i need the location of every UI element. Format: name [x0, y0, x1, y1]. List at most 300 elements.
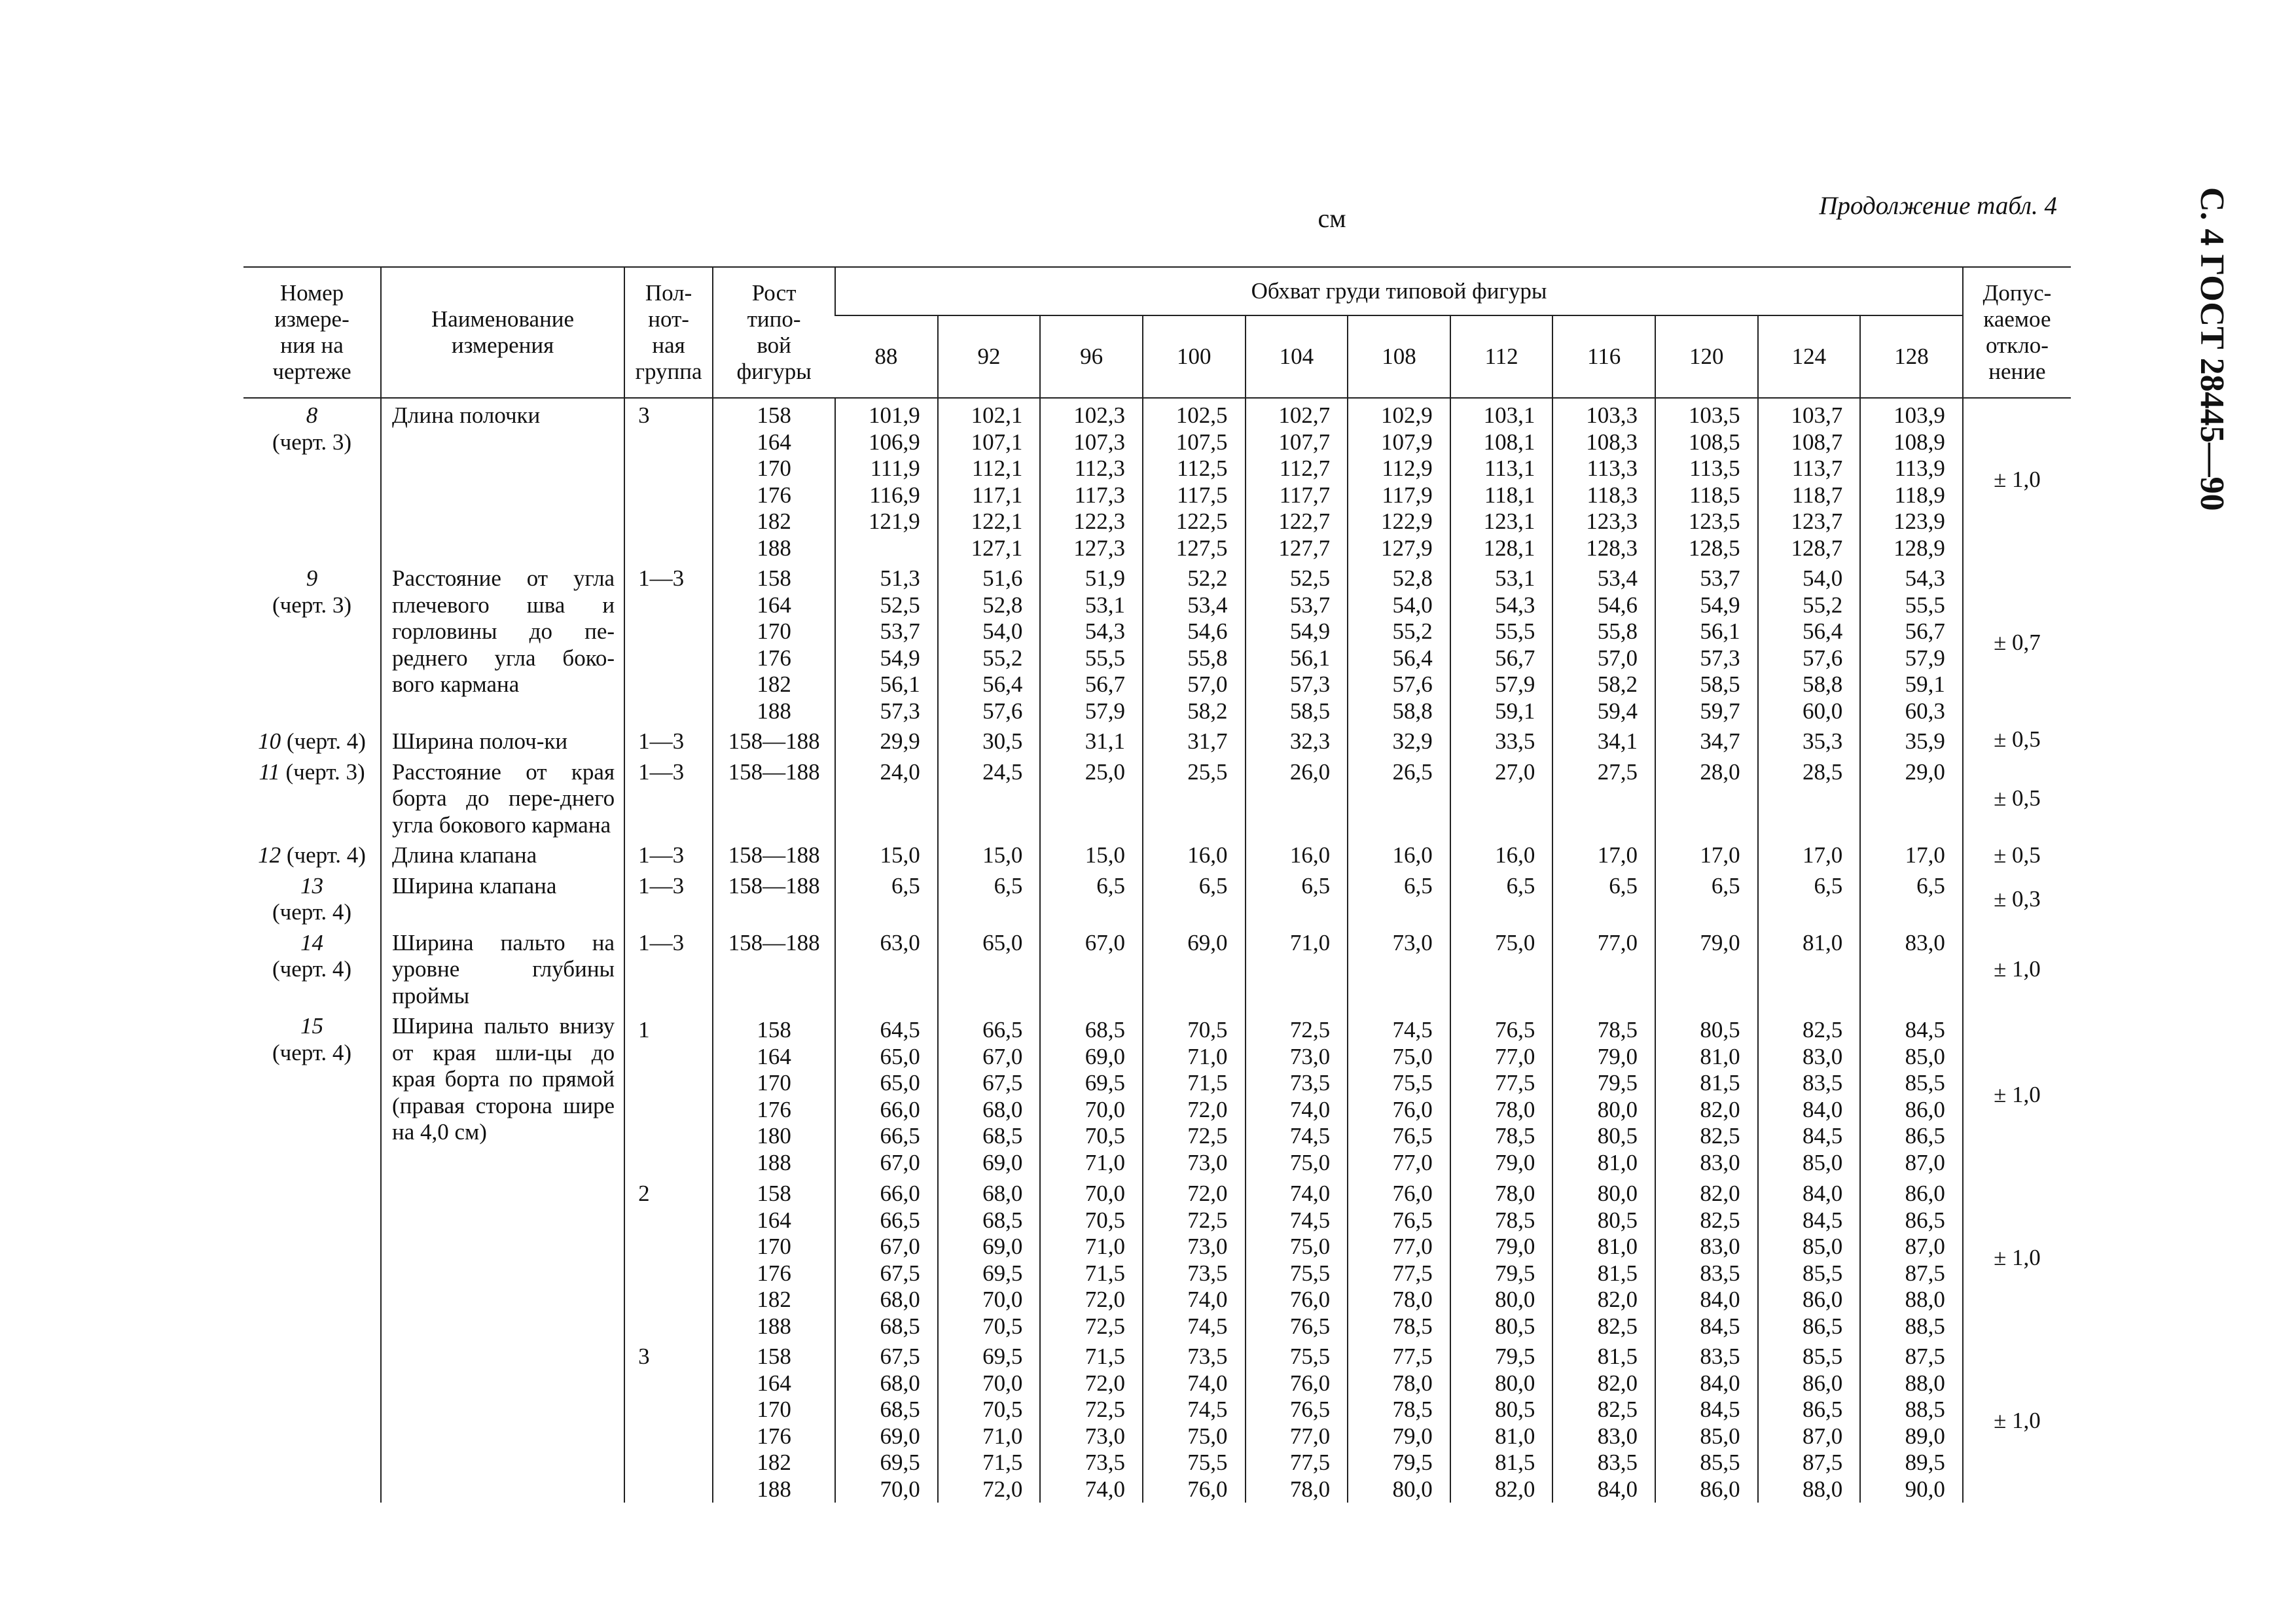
- height-value: 158: [757, 565, 791, 591]
- value-cell: [1860, 398, 1963, 562]
- value: 6,5: [1711, 872, 1740, 899]
- measure-number: 11: [259, 758, 280, 785]
- value-list: [1656, 728, 1740, 755]
- value: 82,5: [1802, 1017, 1843, 1043]
- value: 54,6: [1597, 592, 1638, 618]
- value: 57,6: [1392, 671, 1433, 697]
- value-cell: [938, 562, 1041, 724]
- value-list: [1246, 402, 1331, 562]
- value-cell: [1450, 398, 1553, 562]
- value: 83,0: [1700, 1234, 1740, 1259]
- value: 69,5: [1085, 1070, 1125, 1096]
- value: 79,5: [1597, 1070, 1638, 1096]
- value: 86,5: [1905, 1123, 1945, 1149]
- value: 17,0: [1905, 842, 1945, 868]
- value: 76,0: [1289, 1287, 1331, 1312]
- value-list: [1656, 565, 1740, 724]
- value: 85,0: [1802, 1149, 1843, 1175]
- measure-number: 15: [300, 1013, 324, 1039]
- value-list: [1143, 565, 1228, 724]
- value-cell: [1143, 838, 1246, 869]
- value: 117,7: [1279, 482, 1331, 508]
- value: 63,0: [880, 929, 920, 955]
- value: 79,5: [1495, 1260, 1535, 1286]
- value-cell: [1450, 562, 1553, 724]
- value: 70,0: [982, 1370, 1023, 1396]
- height-cell: [713, 1009, 835, 1503]
- value-cell: [1655, 755, 1758, 839]
- value: 76,0: [1289, 1370, 1331, 1396]
- value: 122,3: [1073, 508, 1125, 534]
- height-value: 164: [757, 1043, 791, 1069]
- value-cell: [1040, 926, 1143, 1010]
- value: 56,4: [1802, 618, 1843, 644]
- value-cell: [1246, 724, 1348, 755]
- value-cell: [835, 869, 938, 926]
- height-list: [713, 873, 834, 900]
- value-list: [1553, 1013, 1638, 1177]
- value: 78,0: [1495, 1181, 1535, 1206]
- height-cell: [713, 926, 835, 1010]
- value-cell: [1450, 838, 1553, 869]
- value: 84,0: [1597, 1476, 1638, 1502]
- value-list: [1246, 873, 1331, 900]
- value: 71,5: [1085, 1260, 1125, 1286]
- value-cell: [938, 724, 1041, 755]
- value: 57,0: [1187, 671, 1228, 697]
- value: 81,0: [1597, 1149, 1638, 1175]
- value: 74,0: [1085, 1476, 1125, 1502]
- value-list: [1759, 873, 1843, 900]
- value-list: [939, 1013, 1023, 1177]
- value-cell: [1860, 1009, 1963, 1503]
- value: 67,5: [982, 1070, 1023, 1096]
- table-row: [243, 398, 2071, 562]
- value: 82,5: [1700, 1123, 1740, 1149]
- value-cell: [1348, 926, 1450, 1010]
- value: 16,0: [1495, 842, 1535, 868]
- value: 57,3: [880, 698, 920, 724]
- value: 128,7: [1791, 535, 1843, 561]
- tolerance-value: ± 1,0: [1963, 926, 2071, 1010]
- height-value: 158—188: [728, 728, 820, 754]
- value-cell: [835, 1009, 938, 1503]
- value: 117,9: [1382, 482, 1433, 508]
- height-value: 158—188: [728, 842, 820, 868]
- value: 52,8: [1392, 565, 1433, 591]
- value-cell: [1860, 869, 1963, 926]
- value: 53,1: [1495, 565, 1535, 591]
- value: 51,9: [1085, 565, 1125, 591]
- value: 112,5: [1177, 455, 1228, 481]
- height-value: 170: [757, 455, 791, 481]
- value: 17,0: [1700, 842, 1740, 868]
- value-list: [939, 842, 1023, 869]
- value: 83,0: [1700, 1149, 1740, 1175]
- height-value: 188: [757, 1149, 791, 1175]
- value: 70,0: [880, 1476, 920, 1502]
- value: 51,6: [982, 565, 1023, 591]
- value: 56,7: [1905, 618, 1945, 644]
- value: 71,5: [1085, 1344, 1125, 1369]
- measure-number-cell: [243, 724, 381, 755]
- value-cell: [1246, 926, 1348, 1010]
- value-list: [1553, 402, 1638, 562]
- measure-number-cell: [243, 1009, 381, 1503]
- value: 123,7: [1791, 508, 1843, 534]
- value: 79,0: [1495, 1149, 1535, 1175]
- value: 66,5: [880, 1207, 920, 1233]
- value: 88,5: [1905, 1313, 1945, 1339]
- value: 73,5: [1187, 1344, 1228, 1369]
- value: 85,5: [1802, 1344, 1843, 1369]
- value-cell: [1758, 869, 1861, 926]
- value-list: [1759, 565, 1843, 724]
- table-row: [243, 838, 2071, 869]
- table-row: [243, 562, 2071, 724]
- value-list: [1861, 402, 1945, 562]
- value-cell: [1552, 869, 1655, 926]
- value: 107,9: [1381, 429, 1433, 455]
- value: 57,3: [1700, 645, 1740, 671]
- value: 80,0: [1597, 1096, 1638, 1122]
- value-cell: [938, 398, 1041, 562]
- group-cell: [624, 1009, 713, 1503]
- value: 84,0: [1700, 1287, 1740, 1312]
- value: 73,0: [1085, 1423, 1125, 1449]
- value: 53,4: [1187, 592, 1228, 618]
- value-cell: [938, 926, 1041, 1010]
- value-list: [1348, 1340, 1433, 1503]
- value-cell: [1143, 1009, 1246, 1503]
- value: 72,5: [1085, 1397, 1125, 1422]
- value: 80,0: [1597, 1181, 1638, 1206]
- value: 68,5: [880, 1397, 920, 1422]
- value-list: [1861, 842, 1945, 869]
- value: 85,0: [1802, 1234, 1843, 1259]
- value: 54,3: [1905, 565, 1945, 591]
- value-list: [1553, 759, 1638, 786]
- value-list: [1861, 873, 1945, 900]
- value: 51,3: [880, 565, 920, 591]
- value: 65,0: [880, 1043, 920, 1069]
- value-list: [1553, 1177, 1638, 1340]
- value: 56,1: [1289, 645, 1331, 671]
- value-cell: [1143, 869, 1246, 926]
- value: 81,5: [1495, 1450, 1535, 1475]
- value-list: [1348, 728, 1433, 755]
- value: 117,5: [1177, 482, 1228, 508]
- header-girth-120: 120: [1655, 315, 1758, 398]
- value: 117,1: [971, 482, 1023, 508]
- group-label: 1: [638, 1017, 650, 1043]
- value-list: [1451, 759, 1535, 786]
- value: 123,3: [1586, 508, 1638, 534]
- height-cell: [713, 755, 835, 839]
- value: 80,5: [1495, 1313, 1535, 1339]
- value: 6,5: [994, 872, 1023, 899]
- value: 59,1: [1495, 698, 1535, 724]
- value: 52,8: [982, 592, 1023, 618]
- value: 29,9: [880, 728, 920, 754]
- value-list: [836, 565, 920, 724]
- value-list: [939, 728, 1023, 755]
- value: 70,0: [1085, 1096, 1125, 1122]
- header-girth: Обхват груди типовой фигуры: [835, 267, 1963, 315]
- value-list: [836, 842, 920, 869]
- value-cell: [1758, 398, 1861, 562]
- value: 53,7: [1289, 592, 1331, 618]
- height-list: [713, 842, 834, 869]
- value: 71,0: [1187, 1043, 1228, 1069]
- value-cell: [1758, 1009, 1861, 1503]
- value: 60,3: [1905, 698, 1945, 724]
- value-list: [1861, 1013, 1945, 1177]
- value: 57,9: [1495, 671, 1535, 697]
- value: 6,5: [1096, 872, 1125, 899]
- value: 77,0: [1392, 1234, 1433, 1259]
- value-cell: [835, 755, 938, 839]
- value-list: [836, 1340, 920, 1503]
- value: 26,0: [1289, 758, 1331, 785]
- value-cell: [1450, 1009, 1553, 1503]
- tolerance-block: [1964, 1175, 2071, 1338]
- value: 71,0: [982, 1423, 1023, 1449]
- group-label: 1—3: [624, 869, 713, 926]
- value: 108,3: [1586, 429, 1638, 455]
- page-side-title: С. 4 ГОСТ 28445—90: [2193, 187, 2231, 511]
- value: 35,3: [1802, 728, 1843, 754]
- value: 58,5: [1700, 671, 1740, 697]
- value-list: [1861, 1177, 1945, 1340]
- value-list: [939, 1340, 1023, 1503]
- value: 89,5: [1905, 1450, 1945, 1475]
- value: 127,9: [1381, 535, 1433, 561]
- group-label: 1—3: [624, 926, 713, 1010]
- value: 67,5: [880, 1260, 920, 1286]
- height-cell: [713, 398, 835, 562]
- value: 127,1: [971, 535, 1023, 561]
- value: 75,0: [1495, 929, 1535, 955]
- value: 57,9: [1905, 645, 1945, 671]
- value: 56,7: [1495, 645, 1535, 671]
- value: 70,0: [982, 1287, 1023, 1312]
- value: 71,5: [982, 1450, 1023, 1475]
- value: 76,0: [1187, 1476, 1228, 1502]
- value-cell: [1040, 398, 1143, 562]
- header-group: Пол- нот- ная группа: [624, 267, 713, 398]
- value-cell: [1348, 724, 1450, 755]
- height-value: 170: [757, 1070, 791, 1096]
- value: 71,5: [1187, 1070, 1228, 1096]
- value: 128,5: [1688, 535, 1740, 561]
- value: 67,0: [1085, 929, 1125, 955]
- value: 81,0: [1597, 1234, 1638, 1259]
- value: 6,5: [1404, 872, 1433, 899]
- value-cell: [1348, 838, 1450, 869]
- value: 32,3: [1289, 728, 1331, 754]
- value-list: [1143, 930, 1228, 957]
- header-girth-96: 96: [1040, 315, 1143, 398]
- value: 68,0: [982, 1096, 1023, 1122]
- value: 77,5: [1289, 1450, 1331, 1475]
- value-list: [1861, 565, 1945, 724]
- value: 55,8: [1597, 618, 1638, 644]
- value: 81,0: [1700, 1043, 1740, 1069]
- value-list: [1143, 728, 1228, 755]
- value: 75,5: [1289, 1260, 1331, 1286]
- value: 86,0: [1802, 1370, 1843, 1396]
- value-cell: [1552, 398, 1655, 562]
- value: 6,5: [1506, 872, 1535, 899]
- value-list: [1553, 728, 1638, 755]
- height-value: 176: [757, 1423, 791, 1449]
- value: 54,9: [880, 645, 920, 671]
- measure-number-cell: [243, 398, 381, 562]
- value-list: [1348, 565, 1433, 724]
- value: 106,9: [868, 429, 920, 455]
- value: 58,8: [1392, 698, 1433, 724]
- header-girth-112: 112: [1450, 315, 1553, 398]
- value-list: [1656, 759, 1740, 786]
- value: 113,1: [1484, 455, 1535, 481]
- header-height: Рост типо- вой фигуры: [713, 267, 835, 398]
- value: 74,0: [1187, 1370, 1228, 1396]
- value: 68,0: [982, 1181, 1023, 1206]
- value: 102,7: [1278, 402, 1331, 428]
- value-list: [939, 402, 1023, 562]
- height-value: 176: [757, 645, 791, 671]
- value: 67,5: [880, 1344, 920, 1369]
- measure-name: Расстояние от угла плечевого шва и горловины до пе-реднего угла боко-вого кармана: [381, 562, 624, 724]
- value: 29,0: [1905, 758, 1945, 785]
- value-list: [1143, 842, 1228, 869]
- measure-number: 13: [300, 872, 324, 899]
- value: 83,5: [1700, 1344, 1740, 1369]
- value-cell: [1758, 838, 1861, 869]
- value: 82,0: [1700, 1096, 1740, 1122]
- tolerance-value: ± 1,0: [1963, 398, 2071, 562]
- measure-number: 10: [258, 728, 281, 754]
- value: 83,0: [1597, 1423, 1638, 1449]
- value: 107,1: [971, 429, 1023, 455]
- value-list: [1041, 565, 1125, 724]
- value-cell: [1348, 755, 1450, 839]
- value: 70,0: [1085, 1181, 1125, 1206]
- value: 111,9: [870, 455, 920, 481]
- value-cell: [835, 398, 938, 562]
- value: 123,1: [1483, 508, 1535, 534]
- value-cell: [1040, 1009, 1143, 1503]
- value: 70,5: [1187, 1017, 1228, 1043]
- value: 67,0: [982, 1043, 1023, 1069]
- value: 31,1: [1085, 728, 1125, 754]
- value-list: [1656, 873, 1740, 900]
- value-list: [1656, 1340, 1740, 1503]
- value-list: [1451, 842, 1535, 869]
- value-list: [1451, 402, 1535, 562]
- measure-number: 12: [258, 842, 281, 868]
- value-list: [1759, 930, 1843, 957]
- measure-ref: (черт. 3): [272, 429, 352, 455]
- height-list: [713, 759, 834, 786]
- value-cell: [1758, 562, 1861, 724]
- header-name: Наименование измерения: [381, 267, 624, 398]
- value: 79,0: [1495, 1234, 1535, 1259]
- value-cell: [1450, 755, 1553, 839]
- measure-number: 9: [306, 565, 318, 591]
- value: 127,5: [1175, 535, 1228, 561]
- value-cell: [1040, 724, 1143, 755]
- value: 90,0: [1905, 1476, 1945, 1502]
- value: 76,5: [1495, 1017, 1535, 1043]
- height-list: [713, 1177, 834, 1340]
- value-list: [1553, 842, 1638, 869]
- value: 112,9: [1382, 455, 1433, 481]
- value-cell: [1655, 562, 1758, 724]
- value-cell: [1655, 869, 1758, 926]
- value: 52,2: [1187, 565, 1228, 591]
- value: 6,5: [1301, 872, 1331, 899]
- value: 87,0: [1905, 1149, 1945, 1175]
- value-cell: [1246, 562, 1348, 724]
- group-label: 1—3: [624, 724, 713, 755]
- value: 84,5: [1700, 1397, 1740, 1422]
- value: 6,5: [1198, 872, 1228, 899]
- value-cell: [1040, 869, 1143, 926]
- value: 77,0: [1495, 1043, 1535, 1069]
- value: 69,0: [1085, 1043, 1125, 1069]
- value: 80,0: [1495, 1370, 1535, 1396]
- value-cell: [1143, 724, 1246, 755]
- value: 57,0: [1597, 645, 1638, 671]
- value-cell: [1655, 926, 1758, 1010]
- value: 53,4: [1597, 565, 1638, 591]
- value-cell: [1552, 838, 1655, 869]
- value: 118,3: [1587, 482, 1638, 508]
- value: 88,0: [1905, 1370, 1945, 1396]
- value: 108,5: [1688, 429, 1740, 455]
- value: 73,0: [1187, 1234, 1228, 1259]
- value: 81,0: [1495, 1423, 1535, 1449]
- value-cell: [1860, 838, 1963, 869]
- value-list: [1759, 759, 1843, 786]
- value: 75,0: [1392, 1043, 1433, 1069]
- value: 34,7: [1700, 728, 1740, 754]
- header-girth-128: 128: [1860, 315, 1963, 398]
- value: 67,0: [880, 1234, 920, 1259]
- value: 16,0: [1289, 842, 1331, 868]
- value-list: [1861, 728, 1945, 755]
- value: 66,0: [880, 1181, 920, 1206]
- value: 103,5: [1688, 402, 1740, 428]
- measure-ref: (черт. 4): [272, 1039, 352, 1065]
- height-value: 158—188: [728, 872, 820, 899]
- value: 87,5: [1802, 1450, 1843, 1475]
- value: 70,5: [982, 1313, 1023, 1339]
- value-list: [1451, 728, 1535, 755]
- value-list: [1041, 930, 1125, 957]
- header-tolerance: Допус- каемое откло- нение: [1963, 267, 2071, 398]
- value: 113,5: [1689, 455, 1740, 481]
- value-list: [1861, 759, 1945, 786]
- value: 86,0: [1802, 1287, 1843, 1312]
- value: 35,9: [1905, 728, 1945, 754]
- header-number: Номер измере- ния на чертеже: [243, 267, 381, 398]
- value: 69,0: [982, 1234, 1023, 1259]
- height-value: 158: [757, 402, 791, 428]
- value-cell: [1860, 755, 1963, 839]
